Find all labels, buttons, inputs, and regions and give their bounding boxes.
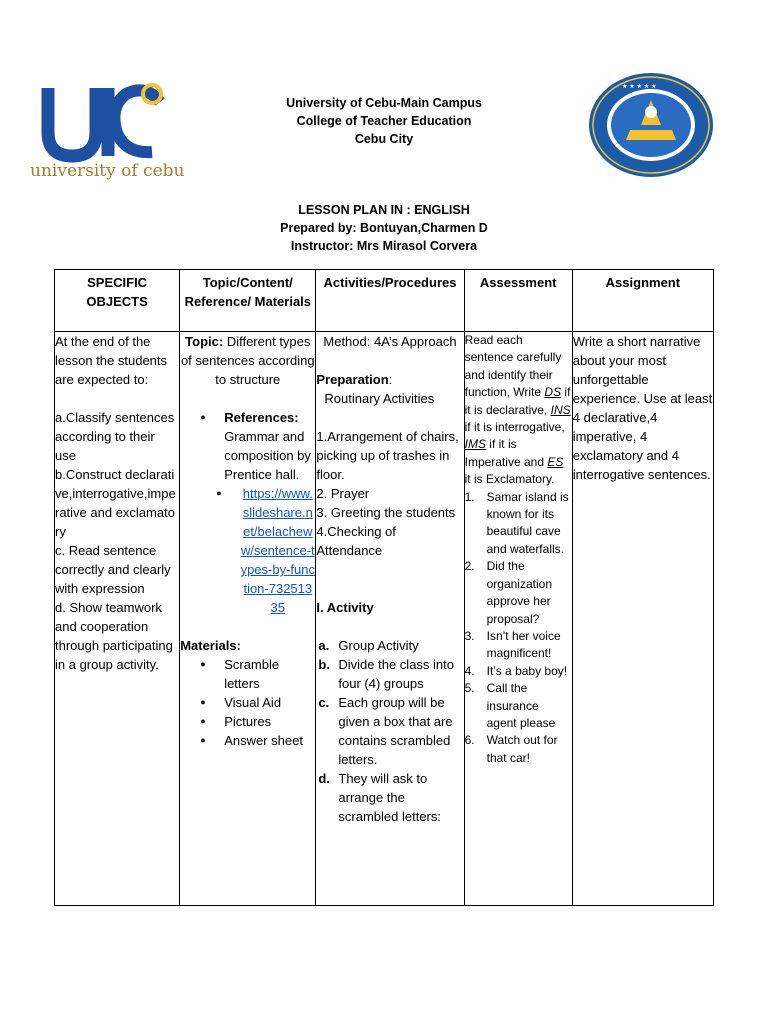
college-name: College of Teacher Education	[296, 114, 472, 128]
code-es: ES	[547, 454, 564, 469]
list-item-text: It’s a baby boy!	[486, 663, 568, 678]
list-marker: 6.	[464, 733, 475, 748]
list-marker: c.	[318, 695, 330, 710]
list-item	[316, 636, 463, 655]
list-item	[316, 693, 463, 769]
list-item	[316, 769, 463, 826]
objectives-cell	[55, 332, 180, 906]
bullet-icon: ●	[200, 412, 206, 422]
header-activities: Activities/Procedures	[316, 270, 464, 332]
list-item-text: Call the insurance agent please	[486, 681, 556, 730]
activities-cell	[316, 332, 464, 906]
reference-link-item	[180, 484, 315, 617]
list-item: ● Answer sheet	[180, 731, 315, 750]
activity-list	[316, 636, 463, 826]
reference-link[interactable]: https://www.slideshare.net/belacheww/sentence-types-by-function-73251335	[240, 486, 315, 615]
header-assessment: Assessment	[464, 270, 572, 332]
university-name: University of Cebu-Main Campus	[286, 96, 482, 110]
list-item-text: Divide the class into four (4) groups	[338, 657, 455, 691]
list-item: ● Visual Aid	[180, 693, 315, 712]
assessment-cell	[464, 332, 572, 906]
college-of-teacher-education-seal	[586, 70, 716, 180]
assessment-text: if it is declarative,	[464, 385, 571, 417]
code-ds: DS	[544, 385, 562, 400]
procedure-step: 4.Checking of Attendance	[316, 524, 396, 558]
code-ims: IMS	[464, 437, 486, 452]
list-item	[465, 628, 572, 663]
list-item-text: Samar island is known for its beautiful cave and waterfalls.	[486, 489, 569, 556]
list-marker: 3.	[464, 628, 475, 643]
list-item	[465, 558, 572, 628]
city-name: Cebu City	[354, 132, 414, 146]
list-item	[465, 489, 572, 559]
list-item	[465, 663, 572, 680]
university-of-cebu-logo	[24, 74, 184, 184]
list-marker: 2.	[464, 559, 475, 574]
institution-header	[200, 94, 568, 148]
table-row	[55, 332, 714, 906]
list-item-text: Each group will be given a box that are contains scrambled letters.	[338, 695, 453, 767]
procedure-step: 3. Greeting the students	[316, 505, 456, 520]
list-marker: 5.	[464, 681, 475, 696]
list-marker: b.	[318, 657, 330, 672]
header-specific-objects: SPECIFIC OBJECTS	[55, 270, 180, 332]
list-item-text: Did the organization approve her proposal?	[486, 559, 552, 626]
topic-cell	[180, 332, 316, 906]
references-label: References:	[224, 410, 299, 425]
procedure-step: 1.Arrangement of chairs, picking up of trashes in floor.	[316, 429, 459, 482]
prepared-by: Prepared by: Bontuyan,Charmen D	[280, 221, 488, 235]
instructor: Instructor: Mrs Mirasol Corvera	[290, 239, 478, 253]
assessment-instructions	[465, 332, 572, 489]
assessment-text: if it is interrogative,	[464, 420, 565, 435]
assessment-text: Read each sentence carefully and identify their function, Write	[464, 333, 562, 400]
lesson-plan-table	[54, 269, 714, 906]
method-text: Method: 4A’s Approach	[323, 334, 457, 349]
assessment-text: if it is Imperative and	[464, 437, 548, 469]
bullet-icon: ●	[216, 488, 222, 498]
objective-item: d. Show teamwork and cooperation through participating in a group activity.	[55, 600, 173, 672]
objectives-intro: At the end of the lesson the students are expected to:	[55, 334, 168, 387]
list-marker: d.	[318, 771, 330, 786]
assignment-text: Write a short narrative about your most unforgettable experience. Use at least 4 declarative,4 imperative, 4 exclamatory and 4 interrogative sentences.	[572, 334, 713, 482]
topic-description: Different types of sentences according to structure	[180, 334, 315, 387]
code-ins: INS	[550, 402, 571, 417]
list-item-text: Watch out for that car!	[486, 733, 558, 765]
assessment-list	[465, 489, 572, 768]
list-item: ● Scramble letters	[180, 655, 315, 693]
objective-item: c. Read sentence correctly and clearly with expression	[55, 543, 171, 596]
preparation-colon: :	[388, 372, 393, 387]
list-marker: a.	[318, 638, 330, 653]
materials-list	[180, 655, 315, 750]
assignment-cell	[572, 332, 713, 906]
activity-label: I. Activity	[316, 600, 374, 615]
lesson-plan-header	[200, 201, 568, 255]
list-item: ● Pictures	[180, 712, 315, 731]
materials-label: Materials:	[180, 638, 241, 653]
preparation-label: Preparation	[316, 372, 389, 387]
objective-item: b.Construct declarative,interrogative,imperative and exclamatory	[55, 467, 176, 539]
topic-label: Topic:	[185, 334, 224, 349]
routinary-activities: Routinary Activities	[324, 391, 435, 406]
references-text: Grammar and composition by Prentice hall.	[224, 429, 311, 482]
procedure-step: 2. Prayer	[316, 486, 370, 501]
list-item-text: They will ask to arrange the scrambled letters:	[338, 771, 441, 824]
list-item	[316, 655, 463, 693]
list-marker: 4.	[464, 663, 475, 678]
list-item-text: Isn’t her voice magnificent!	[486, 628, 561, 661]
list-item	[465, 680, 572, 732]
topic-text	[180, 332, 315, 389]
list-item	[465, 732, 572, 767]
preparation-heading	[316, 370, 463, 389]
header-topic-content: Topic/Content/ Reference/ Materials	[180, 270, 316, 332]
assessment-text: it is Exclamatory.	[464, 472, 555, 487]
svg-text:university of cebu: university of cebu	[30, 161, 184, 181]
table-header-row	[55, 270, 714, 332]
list-marker: 1.	[464, 489, 475, 504]
svg-text:★ ★ ★ ★ ★: ★ ★ ★ ★ ★	[622, 83, 657, 90]
list-item-text: Group Activity	[338, 638, 419, 653]
header-assignment: Assignment	[572, 270, 713, 332]
objective-item: a.Classify sentences according to their use	[55, 410, 175, 463]
references-item	[180, 408, 315, 484]
lesson-plan-title: LESSON PLAN IN : ENGLISH	[298, 203, 470, 217]
